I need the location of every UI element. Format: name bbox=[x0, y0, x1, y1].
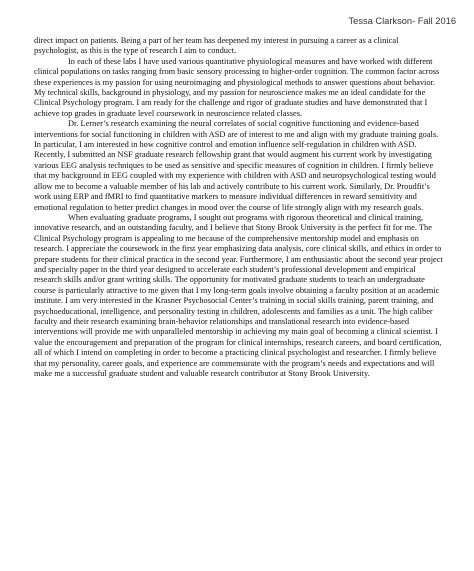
paragraph-2: In each of these labs I have used various quantitative physiological measures and have worked with different clinical populations on tasks ranging from basic sensory processing to higher-order cognition. The common factor across these experiences is my passion for using neuroimaging and physiological methods to answer questions about behavior. My technical skills, background in physiology, and my passion for neuroscience makes me an ideal candidate for the Clinical Psychology program. I am ready for the challenge and rigor of graduate studies and have demonstrated that I achieve top grades in graduate level coursework in neuroscience related classes. bbox=[34, 56, 440, 118]
document-body bbox=[34, 36, 444, 379]
paragraph-1: direct impact on patients. Being a part of her team has deepened my interest in pursuing a career as a clinical psychologist, as this is the type of research I aim to conduct. bbox=[34, 36, 399, 56]
paragraph-3: Dr. Lerner’s research examining the neural correlates of social cognitive functioning and evidence-based interventions for social functioning in children with ASD are of interest to me and align with my graduate training goals. In particular, I am interested in how cognitive control and emotion influence self-regulation in children with ASD. Recently, I submitted an NSF graduate research fellowship grant that would augment his current work by investigating various EEG analysis techniques to be used as sensitive and specific measures of cognition in children. I firmly believe that my background in EEG coupled with my experience with children with ASD and neuropsychological testing would allow me to become a valuable member of his lab and actively contribute to his current work. Similarly, Dr. Proudfit’s work using ERP and fMRI to find quantitative markers to measure individual differences in reward sensitivity and emotional regulation to better predict changes in mood over the course of life strongly align with my research goals. bbox=[34, 119, 439, 212]
page-header: Tessa Clarkson- Fall 2016 bbox=[348, 16, 456, 26]
paragraph-4: When evaluating graduate programs, I sought out programs with rigorous theoretical and clinical training, innovative research, and an outstanding faculty, and I believe that Stony Brook University is the perfect fit for me. The Clinical Psychology program is appealing to me because of the comprehensive mentorship model and emphasis on research. I appreciate the coursework in the first year emphasizing data analysis, core clinical skills, and ethics in order to prepare students for their clinical practica in the second year. Furthermore, I am enthusiastic about the second year project and specialty paper in the third year designed to accelerate each student’s professional development and empirical research skills and/or grant writing skills. The opportunity for motivated graduate students to teach an undergraduate course is particularly attractive to me given that I my long-term goals involve obtaining a faculty position at an academic institute. I am very interested in the Krasner Psychosocial Center’s training in social skills training, parent training, and psychoeducational, intelligence, and personality testing in children, adolescents and families as a unit. The high caliber faculty and their research examining brain-behavior relationships and translational research into evidence-based interventions will provide me with unparalleled mentorship in achieving my main goal of becoming a clinical scientist. I value the encouragement and preparation of the program for clinical internships, research careers, and board certification, all of which I intend on completing in order to become a practicing clinical psychologist and researcher. I firmly believe that my personality, career goals, and experience are commensurate with the program’s needs and expectations and will make me a successful graduate student and valuable research contributor at Stony Brook University. bbox=[34, 212, 443, 378]
